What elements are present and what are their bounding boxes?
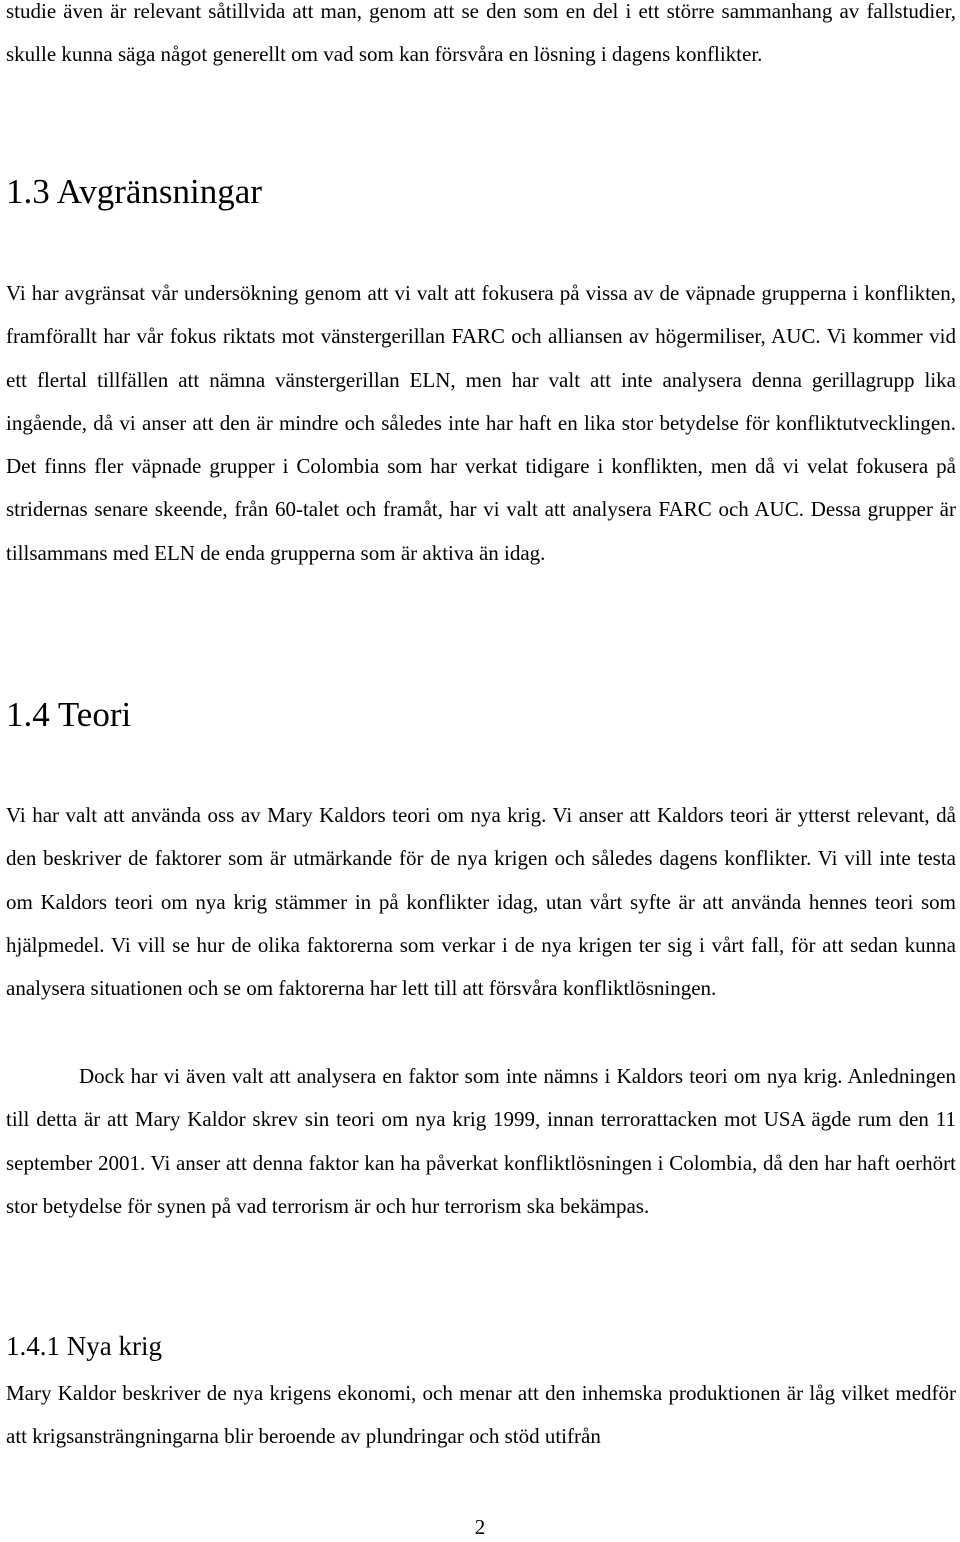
subsection-heading-nya-krig: 1.4.1 Nya krig [6, 1331, 162, 1361]
section-heading-avgransningar: 1.3 Avgränsningar [6, 172, 262, 211]
avgransningar-paragraph: Vi har avgränsat vår undersökning genom att vi valt att fokusera på vissa av de väpnade grupperna i konflikten, framförallt har vår fokus riktats mot vänstergerillan FARC och alliansen av högermiliser, AUC. Vi kommer vid ett flertal tillfällen att nämna vänstergerillan ELN, men har valt att inte analysera denna gerillagrupp lika ingående, då vi anser att den är mindre och således inte har haft en lika stor betydelse för konfliktutvecklingen. Det finns fler väpnade grupper i Colombia som har verkat tidigare i konflikten, men då vi velat fokusera på stridernas senare skeende, från 60-talet och framåt, har vi valt att analysera FARC och AUC. Dessa grupper är tillsammans med ELN de enda grupperna som är aktiva än idag. [6, 281, 956, 565]
page-number: 2 [474, 1515, 486, 1539]
teori-paragraph-1: Vi har valt att använda oss av Mary Kaldors teori om nya krig. Vi anser att Kaldors teori är ytterst relevant, då den beskriver de faktorer som är utmärkande för de nya krigen och således dagens konflikter. Vi vill inte testa om Kaldors teori om nya krig stämmer in på konflikter idag, utan vårt syfte är att använda hennes teori som hjälpmedel. Vi vill se hur de olika faktorerna som verkar i de nya krigen ter sig i vårt fall, för att sedan kunna analysera situationen och se om faktorerna har lett till att försvåra konfliktlösningen. [6, 803, 956, 1001]
intro-paragraph: studie även är relevant såtillvida att man, genom att se den som en del i ett större sammanhang av fallstudier, skulle kunna säga något generellt om vad som kan försvåra en lösning i dagens konflikter. [6, 0, 956, 67]
nya-krig-paragraph: Mary Kaldor beskriver de nya krigens ekonomi, och menar att den inhemska produktionen är låg vilket medför att krigsansträngningarna blir beroende av plundringar och stöd utifrån [6, 1381, 956, 1449]
teori-paragraph-2: Dock har vi även valt att analysera en faktor som inte nämns i Kaldors teori om nya krig. Anledningen till detta är att Mary Kaldor skrev sin teori om nya krig 1999, innan terrorattacken mot USA ägde rum den 11 september 2001. Vi anser att denna faktor kan ha påverkat konfliktlösningen i Colombia, då den har haft oerhört stor betydelse för synen på vad terrorism är och hur terrorism ska bekämpas. [6, 1064, 956, 1218]
section-heading-teori: 1.4 Teori [6, 695, 132, 734]
